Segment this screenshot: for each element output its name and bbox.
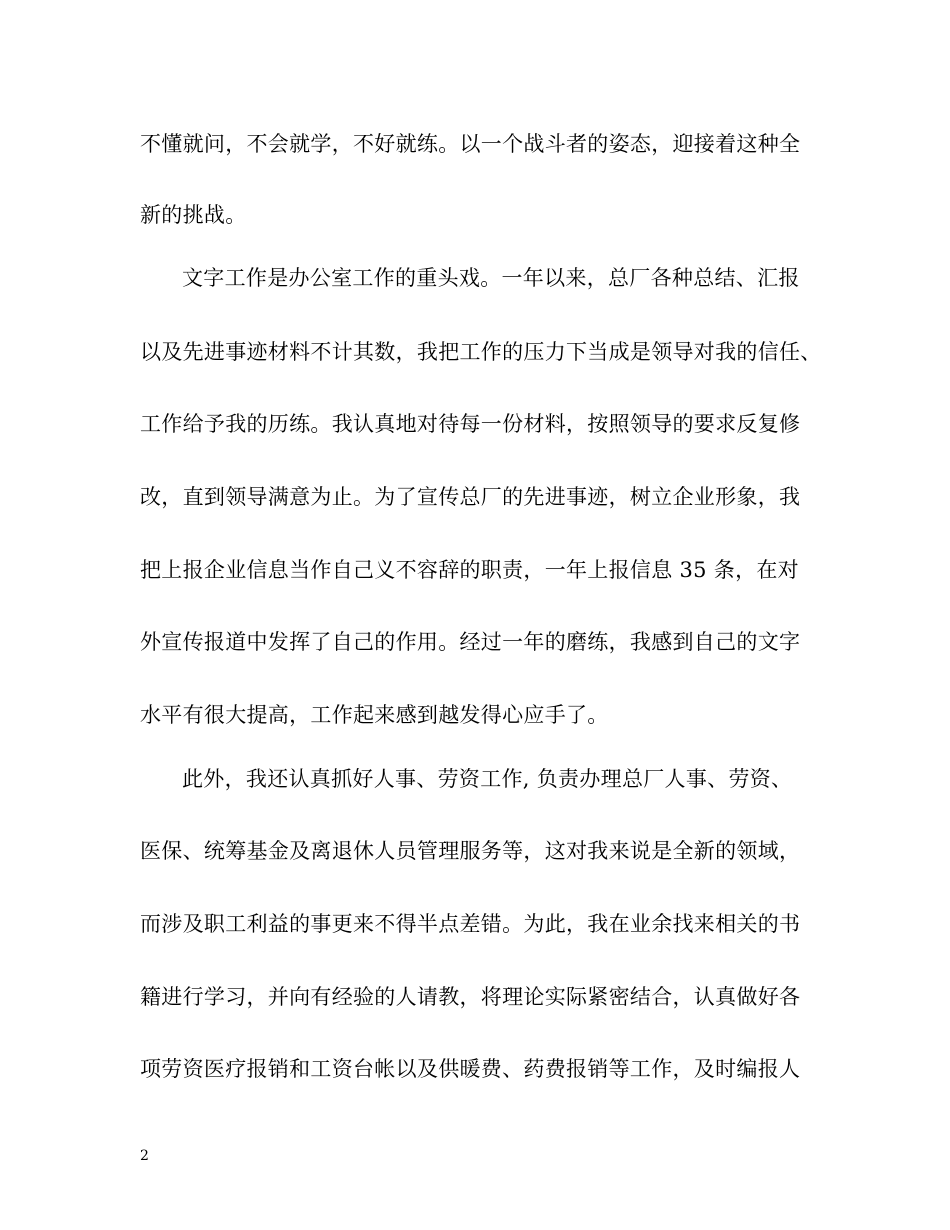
text-line: 以及先进事迹材料不计其数，我把工作的压力下当成是领导对我的信任、 bbox=[140, 340, 822, 364]
text-line: 水平有很大提高，工作起来感到越发得心应手了。 bbox=[140, 703, 609, 727]
text-line: 工作给予我的历练。我认真地对待每一份材料，按照领导的要求反复修 bbox=[140, 412, 801, 436]
page-number: 2 bbox=[140, 1148, 149, 1164]
paragraph-first-line: 文字工作是办公室工作的重头戏。一年以来，总厂各种总结、汇报 bbox=[182, 266, 800, 290]
text-line: 新的挑战。 bbox=[140, 203, 247, 227]
text-line: 外宣传报道中发挥了自己的作用。经过一年的磨练，我感到自己的文字 bbox=[140, 630, 801, 654]
text-line: 医保、统筹基金及离退休人员管理服务等，这对我来说是全新的领域， bbox=[140, 839, 801, 863]
text-line: 而涉及职工利益的事更来不得半点差错。为此，我在业余找来相关的书 bbox=[140, 912, 801, 936]
text-line: 项劳资医疗报销和工资台帐以及供暖费、药费报销等工作，及时编报人 bbox=[140, 1057, 801, 1081]
text-line: 不懂就问，不会就学，不好就练。以一个战斗者的姿态，迎接着这种全 bbox=[140, 132, 801, 156]
text-line: 籍进行学习，并向有经验的人请教，将理论实际紧密结合，认真做好各 bbox=[140, 985, 801, 1009]
text-line: 把上报企业信息当作自己义不容辞的职责，一年上报信息 35 条，在对 bbox=[140, 558, 799, 582]
paragraph-first-line: 此外，我还认真抓好人事、劳资工作, 负责办理总厂人事、劳资、 bbox=[182, 767, 793, 791]
text-line: 改，直到领导满意为止。为了宣传总厂的先进事迹，树立企业形象，我 bbox=[140, 485, 801, 509]
